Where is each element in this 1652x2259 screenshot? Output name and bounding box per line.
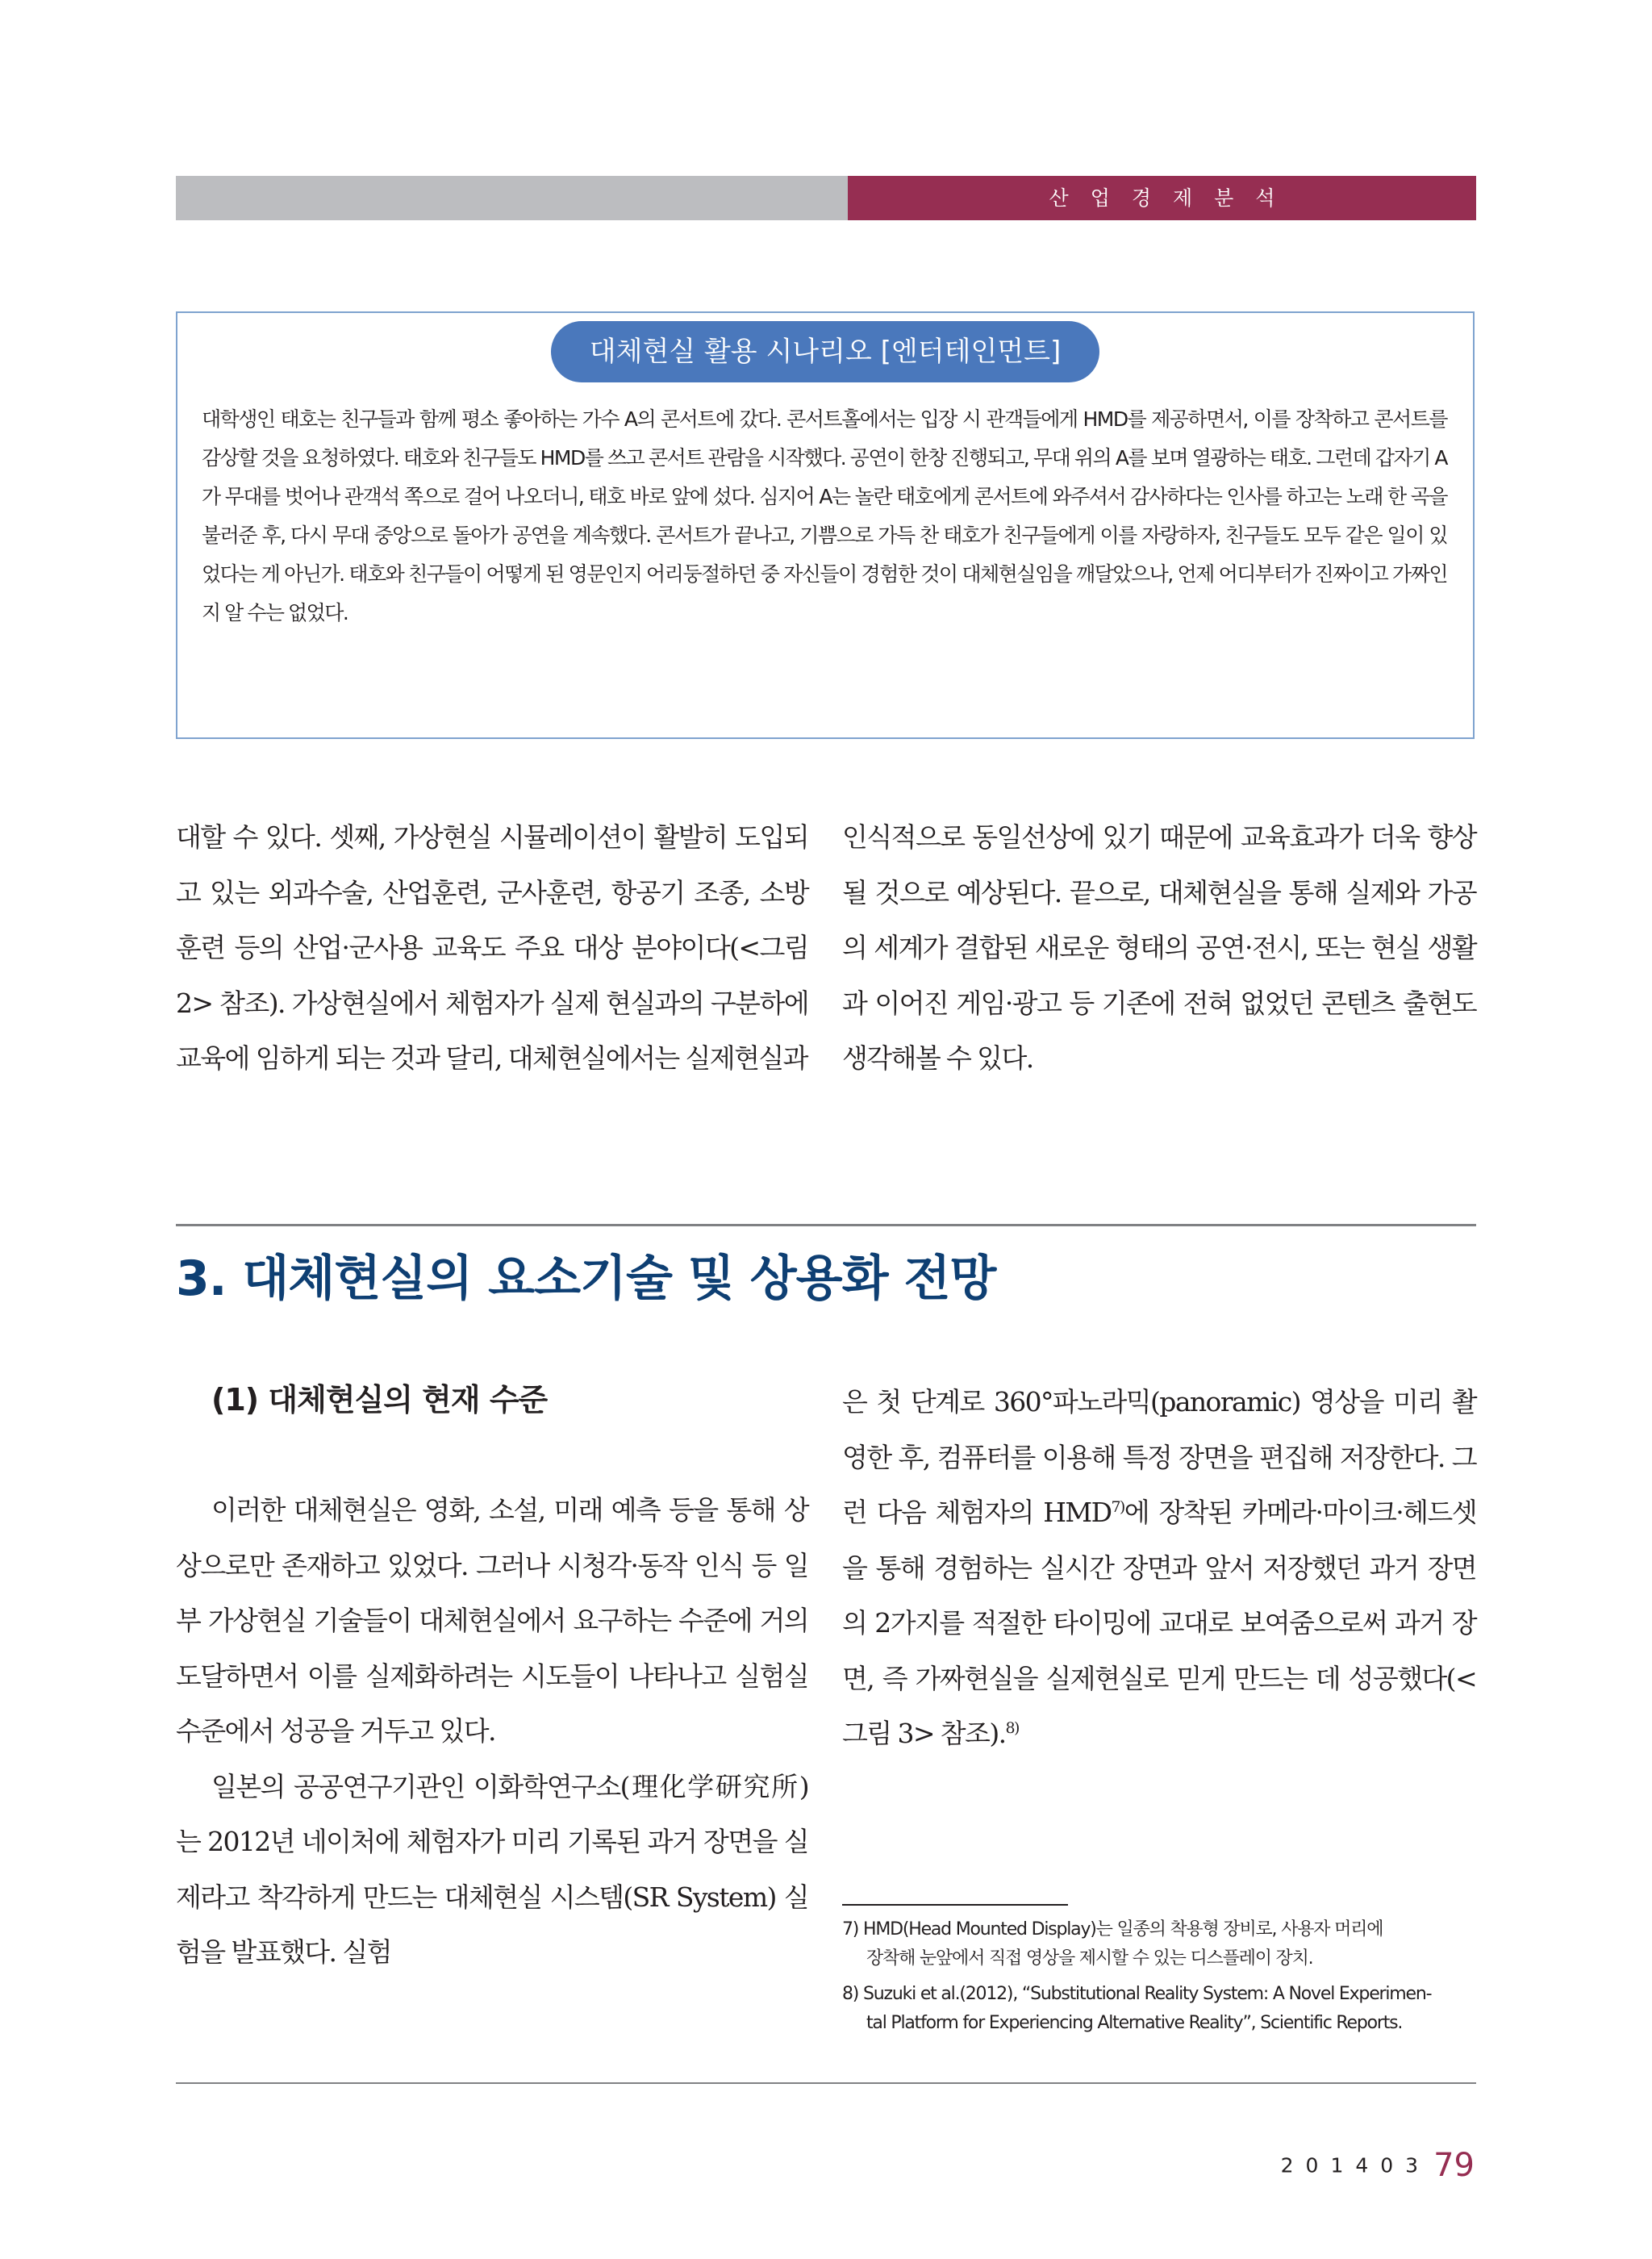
scenario-text: 대학생인 태호는 친구들과 함께 평소 좋아하는 가수 A의 콘서트에 갔다. 콘서트홀에서는 입장 시 관객들에게 HMD를 제공하면서, 이를 장착하고 콘서트를 감상할 것을 요청하였다. 태호와 친구들도 HMD를 쓰고 콘서트 관람을 시작했다. 공연이 한창 진행되고, 무대 위의 A를 보며 열광하는 태호. 그런데 갑자기 A가 무대를 벗어나 관객석 쪽으로 걸어 나오더니, 태호 바로 앞에 섰다. 심지어 A는 놀란 태호에게 콘서트에 와주셔서 감사하다는 인사를 하고는 노래 한 곡을 불러준 후, 다시 무대 중앙으로 돌아가 공연을 계속했다. 콘서트가 끝나고, 기쁨으로 가득 찬 태호가 친구들에게 이를 자랑하자, 친구들도 모두 같은 일이 있었다는 게 아닌가. 태호와 친구들이 어떻게 된 영문인지 어리둥절하던 중 자신들이 경험한 것이 대체현실임을 깨달았으나, 언제 어디부터가 진짜이고 가짜인지 알 수는 없었다. bbox=[202, 407, 1447, 624]
body-paragraph: 대할 수 있다. 셋째, 가상현실 시뮬레이션이 활발히 도입되고 있는 외과수술, 산업훈련, 군사훈련, 항공기 조종, 소방훈련 등의 산업·군사용 교육도 주요 대상 분야이다(<그림 2> 참조). 가상현실에서 체험자가 실제 현실과의 구분하에 교육에 임하게 되는 것과 달리, 대체현실에서는 실제현실과 bbox=[176, 821, 808, 1074]
footnote-text: 7) HMD(Head Mounted Display)는 일종의 착용형 장비로, 사용자 머리에 bbox=[842, 1919, 1383, 1940]
header-section-label: 산업경제분석 bbox=[1049, 186, 1297, 210]
page-footer bbox=[1281, 2147, 1475, 2184]
footnote-ref-7[interactable]: 7) bbox=[1111, 1498, 1124, 1516]
footer-divider bbox=[176, 2082, 1476, 2084]
footnote-text: tal Platform for Experiencing Alternative Reality”, Scientific Reports. bbox=[866, 2013, 1403, 2033]
scenario-title: 대체현실 활용 시나리오 [엔터테인먼트] bbox=[551, 321, 1099, 382]
body-text: 에 장착된 카메라·마이크·헤드셋을 통해 경험하는 실시간 장면과 앞서 저장했던 과거 장면의 2가지를 적절한 타이밍에 교대로 보여줌으로써 과거 장면, 즉 가짜현실을 실제현실로 믿게 만드는 데 성공했다(<그림 3> 참조). bbox=[842, 1497, 1476, 1749]
footnote-text: 장착해 눈앞에서 직접 영상을 제시할 수 있는 디스플레이 장치. bbox=[866, 1948, 1313, 1969]
header-gray-band bbox=[176, 176, 848, 220]
section-divider bbox=[176, 1224, 1476, 1226]
footnotes bbox=[842, 1915, 1487, 2044]
subsection-title: (1) 대체현실의 현재 수준 bbox=[211, 1382, 548, 1418]
footnote-7 bbox=[842, 1915, 1487, 1973]
body-paragraph: 인식적으로 동일선상에 있기 때문에 교육효과가 더욱 향상될 것으로 예상된다. 끝으로, 대체현실을 통해 실제와 가공의 세계가 결합된 새로운 형태의 공연·전시, 또는 현실 생활과 이어진 게임·광고 등 기존에 전혀 없었던 콘텐츠 출현도 생각해볼 수 있다. bbox=[842, 821, 1476, 1074]
issue-number: 201403 bbox=[1280, 2153, 1431, 2178]
scenario-box bbox=[176, 311, 1475, 739]
lower-left-column bbox=[176, 1483, 808, 1981]
page-number: 79 bbox=[1433, 2147, 1475, 2184]
footnote-8 bbox=[842, 1980, 1487, 2038]
upper-left-column bbox=[176, 810, 808, 1087]
header-bar bbox=[176, 176, 1476, 220]
body-paragraph: 일본의 공공연구기관인 이화학연구소(理化学研究所)는 2012년 네이처에 체험자가 미리 기록된 과거 장면을 실제라고 착각하게 만드는 대체현실 시스템(SR System) 실험을 발표했다. 실험 bbox=[176, 1770, 808, 1968]
upper-right-column bbox=[842, 810, 1476, 1087]
lower-right-column bbox=[842, 1375, 1476, 1762]
body-text: 은 첫 단계로 360°파노라믹(panoramic) 영상을 미리 촬영한 후, 컴퓨터를 이용해 특정 장면을 편집해 저장한다. 그런 다음 체험자의 HMD bbox=[842, 1386, 1476, 1528]
section-title: 3. 대체현실의 요소기술 및 상용화 전망 bbox=[176, 1251, 996, 1307]
footnote-divider bbox=[842, 1904, 1068, 1906]
footnote-text: 8) Suzuki et al.(2012), “Substitutional Reality System: A Novel Experimen- bbox=[842, 1984, 1432, 2004]
footnote-ref-8[interactable]: 8) bbox=[1005, 1719, 1019, 1737]
body-paragraph: 이러한 대체현실은 영화, 소설, 미래 예측 등을 통해 상상으로만 존재하고 있었다. 그러나 시청각·동작 인식 등 일부 가상현실 기술들이 대체현실에서 요구하는 수준에 거의 도달하면서 이를 실제화하려는 시도들이 나타나고 실험실 수준에서 성공을 거두고 있다. bbox=[176, 1494, 808, 1747]
body-paragraph bbox=[842, 1375, 1476, 1762]
